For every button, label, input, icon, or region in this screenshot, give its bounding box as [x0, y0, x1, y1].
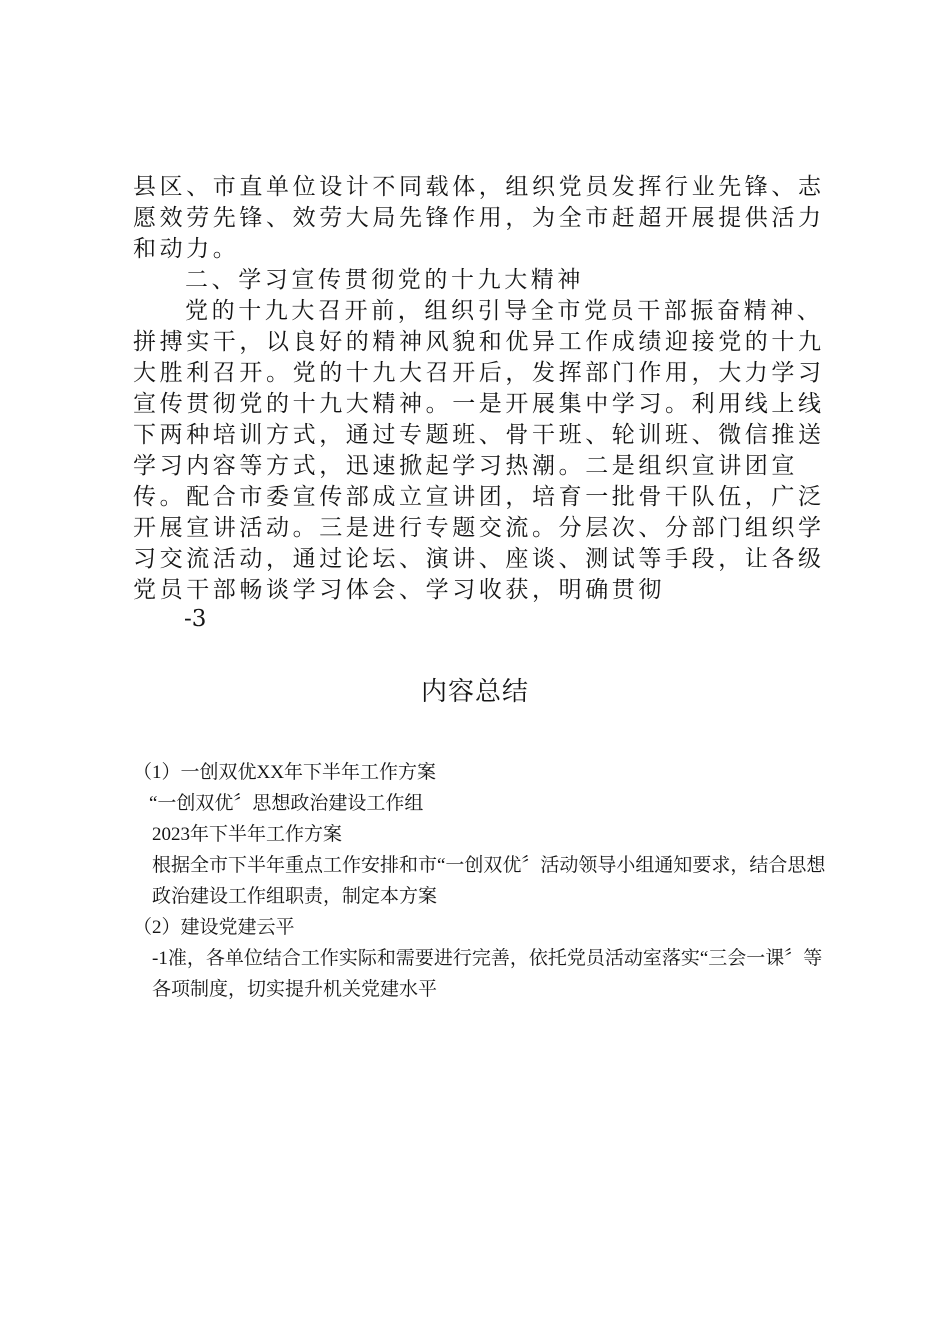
summary-line: （1）一创双优XX年下半年工作方案	[133, 762, 436, 783]
section-heading-2: 二、学习宣传贯彻党的十九大精神	[185, 267, 584, 293]
page-number: -3	[184, 606, 207, 632]
summary-line: （2）建设党建云平	[133, 917, 295, 938]
summary-content	[133, 757, 833, 1005]
body-text	[133, 172, 833, 606]
summary-line: -1准，各单位结合工作实际和需要进行完善，依托党员活动室落实“三会一课〞等各项制度，切实提升机关党建水平	[152, 948, 823, 1000]
paragraph-2: 党的十九大召开前，组织引导全市党员干部振奋精神、拼搏实干，以良好的精神风貌和优异工作成绩迎接党的十九大胜利召开。党的十九大召开后，发挥部门作用，大力学习宣传贯彻党的十九大精神。一是开展集中学习。利用线上线下两种培训方式，通过专题班、骨干班、轮训班、微信推送学习内容等方式，迅速掀起学习热潮。二是组织宣讲团宣传。配合市委宣传部成立宣讲团，培育一批骨干队伍，广泛开展宣讲活动。三是进行专题交流。分层次、分部门组织学习交流活动，通过论坛、演讲、座谈、测试等手段，让各级党员干部畅谈学习体会、学习收获，明确贯彻	[133, 298, 825, 603]
summary-line: 2023年下半年工作方案	[152, 824, 343, 845]
paragraph-1: 县区、市直单位设计不同载体，组织党员发挥行业先锋、志愿效劳先锋、效劳大局先锋作用，为全市赶超开展提供活力和动力。	[133, 174, 825, 262]
summary-line: 根据全市下半年重点工作安排和市“一创双优〞活动领导小组通知要求，结合思想政治建设工作组职责，制定本方案	[152, 855, 826, 907]
summary-line: “一创双优〞思想政治建设工作组	[149, 793, 424, 814]
summary-title: 内容总结	[420, 677, 529, 707]
